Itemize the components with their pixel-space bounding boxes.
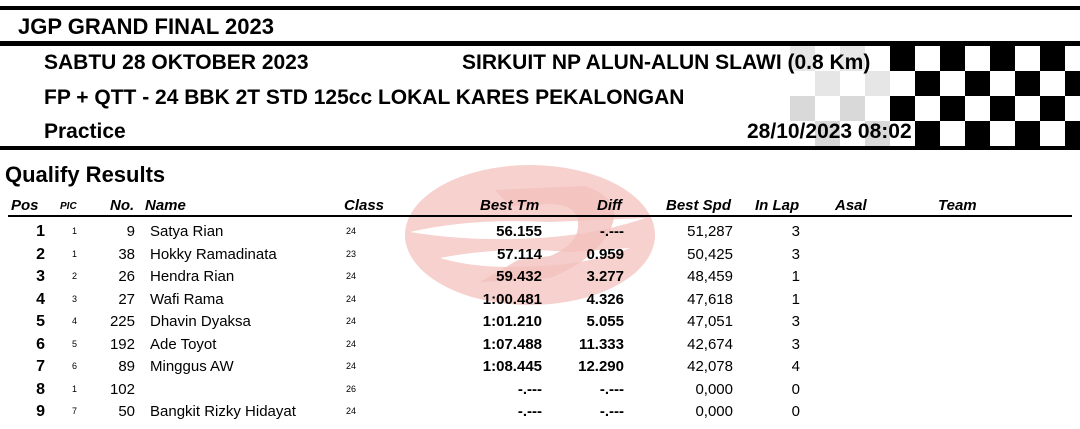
checker-cell	[815, 96, 840, 121]
cell-best-spd: 47,051	[687, 313, 733, 330]
cell-diff: 5.055	[586, 313, 624, 330]
cell-no: 26	[118, 268, 135, 285]
cell-class: 23	[346, 248, 357, 259]
cell-pic: 6	[71, 361, 77, 371]
checker-cell	[940, 71, 965, 96]
cell-in-lap: 3	[791, 335, 800, 353]
cell-in-lap: 3	[791, 223, 800, 240]
col-class: Class	[344, 197, 385, 214]
col-asal: Asal	[835, 197, 867, 214]
cell-best-spd: 47,618	[687, 290, 733, 308]
cell-name: Hokky Ramadinata	[150, 245, 277, 263]
cell-best-spd: 42,674	[687, 335, 733, 353]
table-row	[0, 221, 1080, 243]
table-row	[0, 289, 1080, 311]
cell-no: 38	[118, 245, 135, 263]
cell-no: 102	[109, 380, 135, 398]
table-row	[0, 379, 1080, 401]
checker-cell	[990, 71, 1015, 96]
checker-cell	[965, 121, 990, 146]
col-diff: Diff	[597, 197, 622, 214]
cell-best-spd: 0,000	[695, 403, 733, 420]
cell-class: 24	[346, 361, 357, 371]
table-row	[0, 356, 1080, 378]
table-row	[0, 334, 1080, 356]
cell-class: 24	[346, 406, 357, 416]
col-name: Name	[145, 197, 186, 214]
cell-best-spd: 42,078	[687, 358, 733, 375]
event-title: JGP GRAND FINAL 2023	[18, 14, 274, 39]
cell-pos: 2	[36, 245, 45, 263]
cell-diff: -.---	[599, 223, 624, 240]
cell-no: 27	[118, 290, 135, 308]
cell-no: 192	[109, 335, 135, 353]
cell-best-tm: 1:01.210	[482, 313, 542, 330]
checker-cell	[940, 46, 965, 71]
cell-in-lap: 4	[791, 358, 800, 375]
cell-class: 24	[346, 293, 357, 304]
session-name: Practice	[44, 120, 126, 143]
cell-class: 26	[346, 383, 357, 394]
checker-cell	[865, 96, 890, 121]
table-row	[0, 401, 1080, 423]
cell-diff: 3.277	[586, 268, 624, 285]
cell-class: 24	[346, 226, 357, 236]
checker-cell	[965, 96, 990, 121]
checker-cell	[1065, 71, 1080, 96]
checker-cell	[890, 46, 915, 71]
cell-no: 9	[126, 223, 135, 240]
cell-best-tm: 57.114	[496, 245, 542, 263]
col-best-tm: Best Tm	[480, 197, 540, 214]
checker-cell	[990, 46, 1015, 71]
cell-name: Dhavin Dyaksa	[150, 313, 251, 330]
cell-pos: 3	[36, 268, 45, 285]
cell-diff: 11.333	[578, 335, 624, 353]
cell-pos: 6	[36, 335, 45, 353]
cell-best-spd: 0,000	[695, 380, 733, 398]
col-team: Team	[938, 197, 977, 214]
cell-pos: 5	[36, 313, 45, 330]
cell-best-spd: 50,425	[687, 245, 733, 263]
cell-in-lap: 1	[791, 290, 800, 308]
cell-in-lap: 3	[791, 313, 800, 330]
cell-best-tm: 1:08.445	[482, 358, 542, 375]
cell-pic: 2	[71, 271, 77, 281]
cell-pic: 7	[71, 406, 77, 416]
cell-pic: 4	[71, 316, 77, 326]
cell-class: 24	[346, 338, 357, 349]
col-in-lap: In Lap	[755, 197, 800, 214]
checker-cell	[915, 96, 940, 121]
table-row	[0, 266, 1080, 288]
cell-best-spd: 51,287	[687, 223, 733, 240]
table-row	[0, 244, 1080, 266]
cell-diff: 12.290	[578, 358, 624, 375]
col-pic: PIC	[60, 201, 77, 212]
cell-pic: 1	[71, 248, 77, 259]
checker-cell	[1015, 96, 1040, 121]
cell-diff: -.---	[599, 403, 624, 420]
checker-cell	[1065, 46, 1080, 71]
col-best-spd: Best Spd	[666, 197, 732, 214]
checker-cell	[1040, 46, 1065, 71]
table-row	[0, 311, 1080, 333]
cell-best-tm: 59.432	[496, 268, 542, 285]
checker-cell	[1065, 121, 1080, 146]
checker-cell	[1065, 96, 1080, 121]
cell-name: Wafi Rama	[150, 290, 224, 308]
cell-diff: -.---	[599, 380, 624, 398]
cell-no: 225	[109, 313, 135, 330]
checker-cell	[915, 46, 940, 71]
race-class: FP + QTT - 24 BBK 2T STD 125cc LOKAL KARES PEKALONGAN	[44, 86, 685, 109]
cell-best-spd: 48,459	[687, 268, 733, 285]
cell-pos: 9	[36, 403, 45, 420]
cell-diff: 0.959	[586, 245, 624, 263]
cell-name: Satya Rian	[150, 223, 224, 240]
cell-best-tm: 1:07.488	[482, 335, 542, 353]
cell-name: Hendra Rian	[150, 268, 235, 285]
cell-pic: 5	[71, 338, 77, 349]
cell-pic: 1	[71, 226, 77, 236]
cell-class: 24	[346, 271, 357, 281]
checker-cell	[990, 96, 1015, 121]
top-rule	[0, 6, 1080, 10]
cell-name: Ade Toyot	[150, 335, 217, 353]
checker-cell	[990, 121, 1015, 146]
session-datetime: 28/10/2023 08:02	[747, 120, 912, 143]
checker-cell	[965, 46, 990, 71]
cell-name: Bangkit Rizky Hidayat	[150, 403, 296, 420]
checker-cell	[1015, 71, 1040, 96]
cell-pos: 4	[36, 290, 45, 308]
cell-no: 50	[118, 403, 135, 420]
checker-cell	[940, 96, 965, 121]
cell-pos: 1	[36, 223, 45, 240]
checker-cell	[1015, 46, 1040, 71]
checker-cell	[1040, 96, 1065, 121]
cell-in-lap: 0	[791, 380, 800, 398]
header-rule-bottom	[0, 146, 1080, 150]
cell-best-tm: -.---	[517, 403, 542, 420]
circuit-name: SIRKUIT NP ALUN-ALUN SLAWI (0.8 Km)	[462, 51, 871, 74]
cell-pic: 1	[71, 383, 77, 394]
checker-cell	[965, 71, 990, 96]
checker-cell	[840, 96, 865, 121]
cell-best-tm: 56.155	[496, 223, 542, 240]
cell-in-lap: 1	[791, 268, 800, 285]
cell-diff: 4.326	[586, 290, 624, 308]
cell-pos: 8	[36, 380, 45, 398]
cell-best-tm: 1:00.481	[482, 290, 542, 308]
checker-cell	[890, 71, 915, 96]
checker-cell	[1040, 71, 1065, 96]
column-header-rule	[8, 215, 1072, 217]
checker-cell	[790, 96, 815, 121]
checker-cell	[940, 121, 965, 146]
cell-best-tm: -.---	[517, 380, 542, 398]
cell-in-lap: 3	[791, 245, 800, 263]
cell-no: 89	[118, 358, 135, 375]
section-title: Qualify Results	[5, 162, 166, 187]
col-pos: Pos	[11, 197, 39, 214]
checker-cell	[915, 121, 940, 146]
cell-class: 24	[346, 316, 357, 326]
checker-cell	[1015, 121, 1040, 146]
cell-in-lap: 0	[791, 403, 800, 420]
col-no: No.	[110, 197, 135, 214]
checker-cell	[890, 96, 915, 121]
checker-cell	[1040, 121, 1065, 146]
cell-pos: 7	[36, 358, 45, 375]
checker-cell	[915, 71, 940, 96]
event-date: SABTU 28 OKTOBER 2023	[44, 51, 309, 74]
cell-pic: 3	[71, 293, 77, 304]
cell-name: Minggus AW	[150, 358, 234, 375]
